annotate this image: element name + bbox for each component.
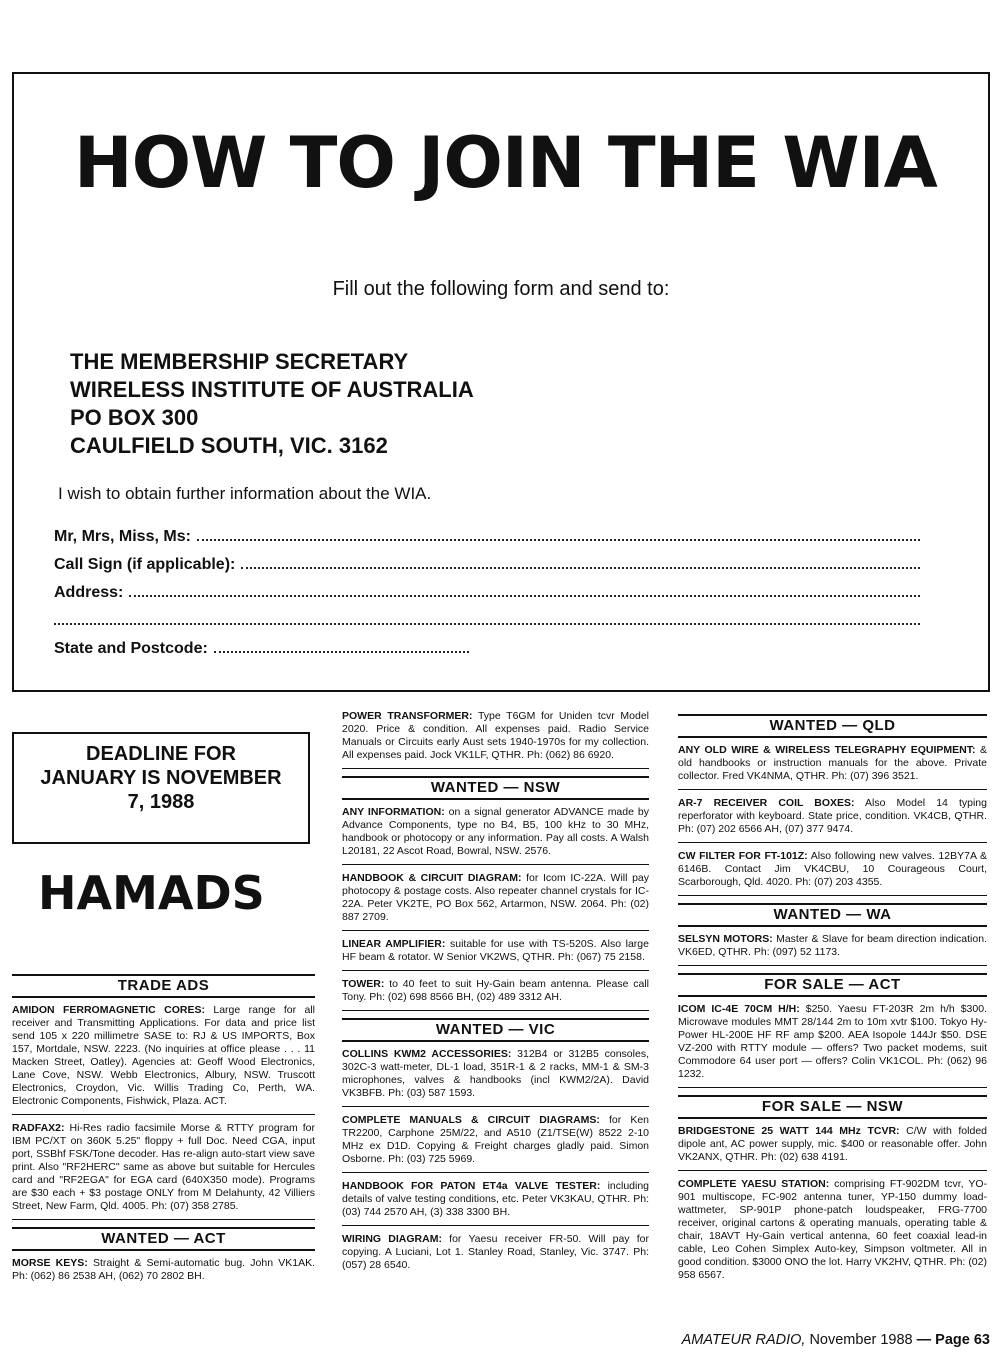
join-subtitle: Fill out the following form and send to: (332, 278, 670, 300)
section-heading: WANTED — QLD (678, 714, 987, 738)
ad-title: POWER TRANSFORMER: (342, 710, 473, 722)
classified-ad (342, 1180, 649, 1226)
section-heading: WANTED — ACT (12, 1227, 315, 1251)
hamads-title: HAMADS (38, 866, 265, 920)
ad-body: & old handbooks or instruction manuals for the above. Private collector. Fred VK4NMA, QTHR. Ph: (07) 396 3521. (678, 744, 987, 782)
classified-ad (342, 1233, 649, 1278)
section-heading: FOR SALE — NSW (678, 1095, 987, 1119)
ad-body: to 40 feet to suit Hy-Gain beam antenna. Please call Tony. Ph: (02) 698 8566 BH, (02) 489 3312 AH. (342, 978, 649, 1003)
classified-ad (12, 1257, 315, 1289)
classified-ad (342, 938, 649, 971)
ad-title: CW FILTER FOR FT-101Z: (678, 850, 808, 862)
ad-title: AMIDON FERROMAGNETIC CORES: (12, 1004, 205, 1016)
classified-ad (342, 1048, 649, 1107)
ad-title: HANDBOOK & CIRCUIT DIAGRAM: (342, 872, 522, 884)
address-label: Address: (54, 584, 124, 601)
callsign-label: Call Sign (if applicable): (54, 556, 236, 573)
classified-ad (678, 850, 987, 896)
ad-body: for Ken TR2200, Carphone 25M/22, and A510 (Z1/TSE(W) 8522 2-10 MHz ex D1D. Copying & Freight charges gladly paid. Simon Osborne. Ph: (03) 725 5969. (342, 1114, 650, 1165)
ad-body: $250. Yaesu FT-203R 2m h/h $300. Microwave modules MMT 28/144 2m to 10m xvtr $100. Tokyo Hy-Power HL-200E HF RF amp $200. AEA Isopole 144Jr $50. DSE VZ-200 with RTTY module — offers? Two packet modems, suit Commodore 64 user port — offers? Colin VK1COL. Ph: (062) 96 1232. (678, 1003, 987, 1080)
name-field[interactable] (54, 518, 920, 546)
name-label: Mr, Mrs, Miss, Ms: (54, 528, 191, 545)
ad-title: MORSE KEYS: (12, 1257, 88, 1269)
classified-ad (678, 1125, 987, 1171)
ad-title: ANY OLD WIRE & WIRELESS TELEGRAPHY EQUIPMENT: (678, 744, 976, 756)
address-field-line2[interactable] (54, 602, 920, 630)
ad-title: TOWER: (342, 978, 385, 990)
ad-title: BRIDGESTONE 25 WATT 144 MHz TCVR: (678, 1125, 900, 1137)
ad-title: ANY INFORMATION: (342, 806, 445, 818)
classified-ad (12, 1122, 315, 1220)
ad-title: COLLINS KWM2 ACCESSORIES: (342, 1048, 512, 1060)
membership-form (54, 518, 920, 658)
ad-body: Type T6GM for Uniden tcvr Model 2020. Price & condition. All expenses paid. Radio Service Manuals or Circuits early Aust sets 1940-1970s for my collection. All expenses paid. Jock VK1LF, QTHR. Ph: (062) 86 6920. (342, 710, 649, 761)
section-heading: FOR SALE — ACT (678, 973, 987, 997)
name-blank[interactable] (197, 539, 920, 541)
ad-body: including details of valve testing conditions, etc. Peter VK3KAU, QTHR. Ph: (03) 744 2570 AH, (3) 338 3300 BH. (342, 1180, 650, 1218)
section-heading: WANTED — WA (678, 903, 987, 927)
address-blank-2[interactable] (54, 623, 920, 625)
classifieds-column-2 (342, 710, 649, 1285)
ad-title: SELSYN MOTORS: (678, 933, 773, 945)
classified-ad (342, 806, 649, 865)
state-postcode-blank[interactable] (214, 651, 469, 653)
classified-ad (342, 872, 649, 931)
ad-title: WIRING DIAGRAM: (342, 1233, 442, 1245)
ad-body: C/W with folded dipole ant, AC power supply, mic. $400 or reasonable offer. John VK2ANX, QTHR. Ph: (02) 638 4191. (678, 1125, 987, 1163)
issue-date: November 1988 (809, 1332, 913, 1348)
page-footer (682, 1332, 990, 1348)
state-postcode-label: State and Postcode: (54, 640, 208, 657)
ad-body: for Icom IC-22A. Will pay photocopy & postage costs. Also repeater channel crystals for IC-22A. Peter VK2TE, PO Box 562, Artarmon, NSW. 2064. Ph: (02) 887 2709. (342, 872, 649, 923)
ad-title: COMPLETE YAESU STATION: (678, 1178, 830, 1190)
address-field[interactable] (54, 574, 920, 602)
ad-title: RADFAX2: (12, 1122, 65, 1134)
ad-title: LINEAR AMPLIFIER: (342, 938, 446, 950)
ad-title: ICOM IC-4E 70CM H/H: (678, 1003, 800, 1015)
ad-body: Master & Slave for beam direction indication. VK6ED, QTHR. Ph: (097) 52 1173. (678, 933, 987, 958)
section-heading: TRADE ADS (12, 974, 315, 998)
classifieds-column-1 (12, 972, 315, 1296)
deadline-line: 7, 1988 (127, 791, 195, 813)
section-heading: WANTED — VIC (342, 1018, 649, 1042)
address-line: CAULFIELD SOUTH, VIC. 3162 (70, 433, 388, 458)
ad-body: comprising FT-902DM tcvr, YO-901 multiscope, FC-902 antenna tuner, YP-150 dummy load-wattmeter, SP-901P phone-patch loudspeaker, FRG-7700 receiver, original cartons & operating manuals, operating table & chair, 18AVT Hy-Gain vertical antenna, 60 feet coaxial lead-in cable, Leo Cohen Simplex Auto-key, Simpson voltmeter. All in good condition. $3000 ONO the lot. Harry VK2HV, QTHR. Ph: (02) 958 6567. (678, 1178, 987, 1281)
deadline-line: JANUARY IS NOVEMBER (40, 767, 282, 789)
classified-ad (678, 933, 987, 966)
address-line: THE MEMBERSHIP SECRETARY (70, 349, 409, 374)
ad-body: Also following new valves. 12BY7A & 6146B. Contact Jim VK4CBU, 10 Courageous Court, Scarborough, Qld. 4020. Ph: (07) 203 4355. (678, 850, 987, 888)
ad-title: COMPLETE MANUALS & CIRCUIT DIAGRAMS: (342, 1114, 600, 1126)
classified-ad (342, 978, 649, 1011)
join-panel (12, 72, 990, 692)
address-line: WIRELESS INSTITUTE OF AUSTRALIA (70, 377, 474, 402)
classified-ad (12, 1004, 315, 1115)
section-heading: WANTED — NSW (342, 776, 649, 800)
classified-ad (678, 744, 987, 790)
state-postcode-field[interactable] (54, 630, 920, 658)
ad-body: Large range for all receiver and Transmitting Applications. For data and price list send 105 x 220 millimetre SASE to: RJ & US IMPORTS, Box 157, Mortdale, NSW. 2223. (No inquiries at office please . . . 11 Macken Street, Oatley). Agencies at: Geoff Wood Electronics, Lane Cove, NSW. Webb Electronics, Albury, NSW. Truscott Electronics, Croydon, Vic. Willis Trading Co, Perth, WA. Electronic Components, Fishwick, Plaza. ACT. (12, 1004, 316, 1107)
page-number: — Page 63 (916, 1332, 990, 1348)
info-request-text: I wish to obtain further information about the WIA. (58, 484, 432, 503)
deadline-line: DEADLINE FOR (86, 743, 236, 765)
mailing-address (70, 348, 474, 460)
ad-body: Also Model 14 typing reperforator with keyboard. State price, condition. VK4CB, QTHR. Ph: (07) 202 6566 AH, (07) 377 9474. (678, 797, 987, 835)
ad-body: Hi-Res radio facsimile Morse & RTTY program for IBM PC/XT on 360K 5.25" floppy + full Doc. Need CGA, input port, SSBhf FSK/Tone decoder. Has re-align auto-start view save print. Also "RF2HERC" same as above but suitable for Hercules card and "RF2EGA" for EGA card (640X350 mode). Programs are $30 each + $3 postage ONLY from M Delahunty, 42 Villiers Street, New Farm, Qld. 4005. Ph: (07) 358 2785. (12, 1122, 316, 1212)
classifieds-column-3 (678, 712, 987, 1295)
ad-title: AR-7 RECEIVER COIL BOXES: (678, 797, 855, 809)
ad-body: on a signal generator ADVANCE made by Advance Components, type no B4, B5, 100 kHz to 30 MHz, handbook or photocopy or any information. Pay all costs. A Walsh L20181, 22 Ascot Road, Bowral, NSW. 2576. (342, 806, 649, 857)
classified-ad (678, 1003, 987, 1088)
callsign-field[interactable] (54, 546, 920, 574)
classified-ad (678, 1178, 987, 1288)
ad-body: for Yaesu receiver FR-50. Will pay for copying. A Luciani, Lot 1. Stanley Road, Stanley, Vic. 3747. Ph: (057) 28 6540. (342, 1233, 650, 1271)
address-line: PO BOX 300 (70, 405, 199, 430)
classified-ad (342, 1114, 649, 1173)
classified-ad (678, 797, 987, 843)
callsign-blank[interactable] (241, 567, 920, 569)
ad-body: 312B4 or 312B5 consoles, 302C-3 watt-meter, DL-1 load, 351R-1 & 2 racks, MM-1 & SM-3 microphones, valves & handbooks (incl KWM2/2A). David VK3BFB. Ph: (03) 587 1593. (342, 1048, 649, 1099)
deadline-notice (12, 732, 310, 844)
classified-ad (342, 710, 649, 769)
ad-title: HANDBOOK FOR PATON ET4a VALVE TESTER: (342, 1180, 601, 1192)
publication-name: AMATEUR RADIO, (681, 1332, 806, 1348)
ad-body: Straight & Semi-automatic bug. John VK1AK. Ph: (062) 86 2538 AH, (062) 70 2802 BH. (12, 1257, 315, 1282)
address-blank[interactable] (129, 595, 920, 597)
ad-body: suitable for use with TS-520S. Also large HF beam & rotator. W Senior VK2WS, QTHR. Ph: (067) 75 2158. (342, 938, 649, 963)
join-title: HOW TO JOIN THE WIA (74, 122, 937, 204)
